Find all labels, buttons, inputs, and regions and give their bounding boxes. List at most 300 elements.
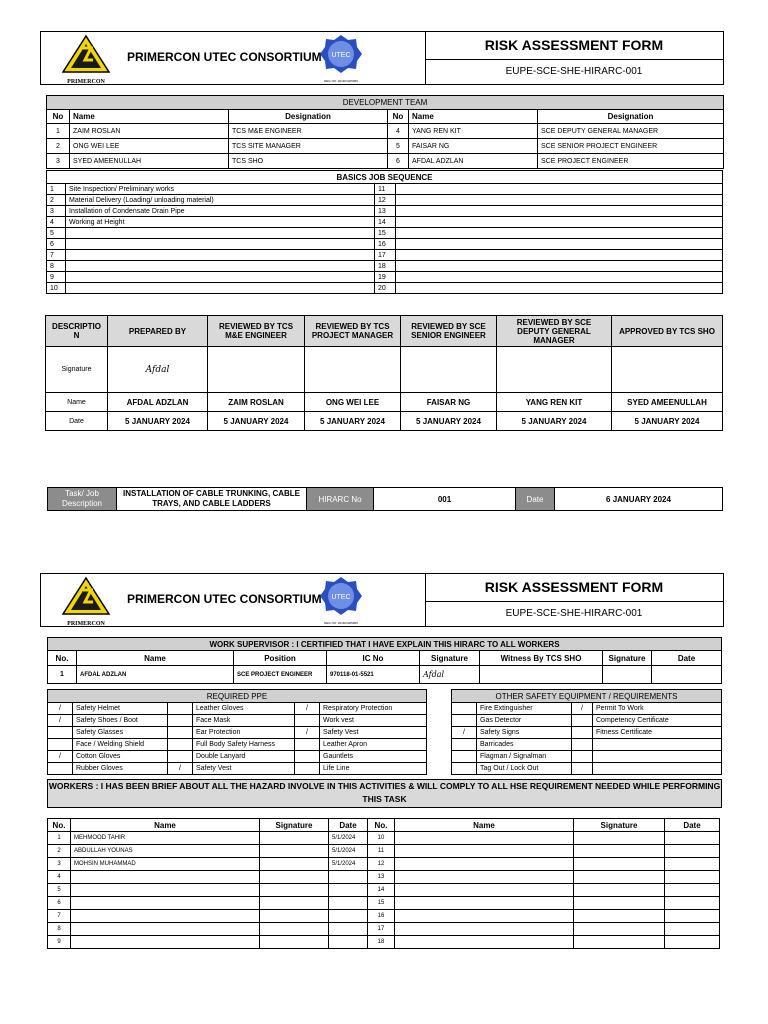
approval-table — [45, 315, 723, 431]
ppe-title: REQUIRED PPE — [48, 690, 427, 703]
cell: / — [295, 727, 320, 739]
table-row — [452, 751, 722, 763]
cell: TCS SHO — [229, 154, 388, 169]
col-signature: Signature — [420, 651, 480, 666]
cell — [329, 884, 368, 897]
logo-caption: PRIMERCON — [67, 79, 105, 85]
cell — [452, 739, 477, 751]
cell: 13 — [368, 871, 395, 884]
cell: 2 — [48, 845, 71, 858]
cell: Respiratory Protection — [320, 703, 427, 715]
cell — [395, 832, 574, 845]
approver-name: ZAIM ROSLAN — [208, 393, 305, 412]
logo-caption: PRIMERCON — [67, 621, 105, 627]
approval-header: REVIEWED BY TCS M&E ENGINEER — [208, 316, 305, 347]
cell: 18 — [368, 936, 395, 949]
cell: Tag Out / Lock Out — [477, 763, 572, 775]
cell — [260, 845, 329, 858]
form-title: RISK ASSESSMENT FORM — [484, 579, 664, 595]
col-date: Date — [652, 651, 722, 666]
cell: / — [572, 703, 593, 715]
cell: 970118-01-5521 — [327, 666, 420, 684]
task-label: Task/ Job Description — [48, 488, 117, 511]
cell: 14 — [375, 217, 396, 228]
cell — [295, 715, 320, 727]
task-date: 6 JANUARY 2024 — [555, 488, 723, 511]
cell: 3 — [47, 206, 66, 217]
cell — [572, 763, 593, 775]
cell: ABDULLAH YOUNAS — [71, 845, 260, 858]
cell: Working at Height — [66, 217, 375, 228]
cell — [574, 858, 665, 871]
form-code: EUPE-SCE-SHE-HIRARC-001 — [505, 608, 643, 619]
approval-header: APPROVED BY TCS SHO — [612, 316, 723, 347]
cell — [665, 897, 720, 910]
signature-cell — [612, 347, 723, 393]
table-row — [48, 884, 720, 897]
cell — [574, 923, 665, 936]
cell: / — [48, 751, 73, 763]
col-no: No. — [48, 819, 71, 832]
cell — [665, 923, 720, 936]
table-row — [48, 923, 720, 936]
cell: 20 — [375, 283, 396, 294]
table-row — [47, 283, 723, 294]
cell: 6 — [48, 897, 71, 910]
table-row — [452, 763, 722, 775]
cell: SCE DEPUTY GENERAL MANAGER — [538, 124, 724, 139]
cell — [572, 739, 593, 751]
col-date: Date — [665, 819, 720, 832]
cell — [603, 666, 652, 684]
table-row — [48, 703, 427, 715]
cell — [452, 703, 477, 715]
cell — [665, 858, 720, 871]
reg-no: REG NO: 201401025389 — [324, 79, 358, 83]
approval-date: 5 JANUARY 2024 — [401, 412, 497, 431]
cell: / — [48, 715, 73, 727]
cell — [260, 832, 329, 845]
cell — [66, 283, 375, 294]
cell: 1 — [47, 184, 66, 195]
cell: 5 — [48, 884, 71, 897]
cell: 11 — [375, 184, 396, 195]
cell — [572, 715, 593, 727]
cell — [71, 871, 260, 884]
cell: / — [452, 727, 477, 739]
cell: Material Delivery (Loading/ unloading material) — [66, 195, 375, 206]
table-row — [48, 715, 427, 727]
cell — [168, 751, 193, 763]
col-name: Name — [409, 110, 538, 124]
cell — [396, 272, 723, 283]
cell: 19 — [375, 272, 396, 283]
cell: TCS M&E ENGINEER — [229, 124, 388, 139]
cell: TCS SITE MANAGER — [229, 139, 388, 154]
cell: / — [168, 763, 193, 775]
cell — [66, 261, 375, 272]
cell: 8 — [48, 923, 71, 936]
table-row — [47, 228, 723, 239]
cell: FAISAR NG — [409, 139, 538, 154]
task-description: INSTALLATION OF CABLE TRUNKING, CABLE TRAYS, AND CABLE LADDERS — [117, 488, 307, 511]
approval-header: REVIEWED BY SCE DEPUTY GENERAL MANAGER — [497, 316, 612, 347]
col-designation: Designation — [538, 110, 724, 124]
cell — [168, 715, 193, 727]
approval-header: DESCRIPTIO N — [46, 316, 108, 347]
col-witness: Witness By TCS SHO — [480, 651, 603, 666]
table-row — [47, 217, 723, 228]
cell — [396, 184, 723, 195]
cell — [574, 884, 665, 897]
table-row — [47, 239, 723, 250]
table-row — [48, 910, 720, 923]
approver-name: YANG REN KIT — [497, 393, 612, 412]
cell: Safety Vest — [193, 763, 295, 775]
table-row — [47, 250, 723, 261]
cell — [574, 871, 665, 884]
col-name: Name — [395, 819, 574, 832]
cell: Installation of Condensate Drain Pipe — [66, 206, 375, 217]
col-date: Date — [329, 819, 368, 832]
cell — [574, 897, 665, 910]
development-team-table — [46, 95, 724, 169]
cell — [395, 845, 574, 858]
cell: 5/1/2024 — [329, 845, 368, 858]
col-ic: IC No — [327, 651, 420, 666]
cell: 9 — [48, 936, 71, 949]
utec-logo — [319, 576, 363, 625]
table-row — [47, 195, 723, 206]
signature-cell — [305, 347, 401, 393]
cell — [395, 871, 574, 884]
name-label: Name — [46, 393, 108, 412]
form-header — [40, 31, 724, 85]
cell — [48, 763, 73, 775]
cell: 5 — [47, 228, 66, 239]
col-name: Name — [77, 651, 234, 666]
hirarc-label: HIRARC No — [307, 488, 374, 511]
workers-statement — [47, 779, 722, 808]
cell — [395, 910, 574, 923]
cell — [71, 897, 260, 910]
job-sequence-title: BASICS JOB SEQUENCE — [47, 171, 723, 184]
col-name: Name — [70, 110, 229, 124]
cell — [572, 751, 593, 763]
cell — [66, 272, 375, 283]
cell — [396, 261, 723, 272]
cell: Safety Shoes / Boot — [73, 715, 168, 727]
cell: 6 — [388, 154, 409, 169]
cell: Life Line — [320, 763, 427, 775]
col-signature: Signature — [574, 819, 665, 832]
cell: 15 — [375, 228, 396, 239]
table-row — [48, 845, 720, 858]
cell — [665, 910, 720, 923]
cell — [665, 871, 720, 884]
cell: Site Inspection/ Preliminary works — [66, 184, 375, 195]
cell: AFDAL ADZLAN — [409, 154, 538, 169]
cell — [48, 727, 73, 739]
cell — [260, 858, 329, 871]
cell — [260, 897, 329, 910]
table-row — [48, 666, 722, 684]
cell: 17 — [375, 250, 396, 261]
date-label: Date — [46, 412, 108, 431]
approver-name: AFDAL ADZLAN — [108, 393, 208, 412]
cell: 2 — [47, 195, 66, 206]
cell: 7 — [48, 910, 71, 923]
cell: SCE PROJECT ENGINEER — [234, 666, 327, 684]
table-row — [47, 272, 723, 283]
cell — [574, 910, 665, 923]
supervisor-title: WORK SUPERVISOR : I CERTIFIED THAT I HAVE EXPLAIN THIS HIRARC TO ALL WORKERS — [48, 638, 722, 651]
cell: / — [48, 703, 73, 715]
approver-name: ONG WEI LEE — [305, 393, 401, 412]
col-no: No — [388, 110, 409, 124]
table-row — [452, 715, 722, 727]
cell — [295, 739, 320, 751]
cell: 1 — [48, 832, 71, 845]
table-row — [452, 727, 722, 739]
cell: Double Lanyard — [193, 751, 295, 763]
task-date-label: Date — [516, 488, 555, 511]
table-row — [48, 739, 427, 751]
cell — [260, 910, 329, 923]
other-eq-title: OTHER SAFETY EQUIPMENT / REQUIREMENTS — [452, 690, 722, 703]
table-row — [47, 139, 724, 154]
cell: Competency Certificate — [593, 715, 722, 727]
cell — [48, 739, 73, 751]
cell: 7 — [47, 250, 66, 261]
cell — [66, 250, 375, 261]
col-no: No — [47, 110, 70, 124]
cell: Gas Detector — [477, 715, 572, 727]
table-row — [48, 871, 720, 884]
col-designation: Designation — [229, 110, 388, 124]
cell: 12 — [368, 858, 395, 871]
cell: Cotton Gloves — [73, 751, 168, 763]
cell: Gauntlets — [320, 751, 427, 763]
cell: 6 — [47, 239, 66, 250]
job-sequence-table — [46, 170, 723, 294]
approval-header: REVIEWED BY TCS PROJECT MANAGER — [305, 316, 401, 347]
table-row — [48, 832, 720, 845]
table-row — [48, 751, 427, 763]
cell — [329, 897, 368, 910]
cell — [665, 832, 720, 845]
company-name: PRIMERCON UTEC CONSORTIUM — [127, 50, 322, 64]
col-signature: Signature — [603, 651, 652, 666]
required-ppe-table — [47, 689, 427, 775]
cell — [295, 751, 320, 763]
cell — [395, 884, 574, 897]
cell: / — [295, 703, 320, 715]
cell — [396, 283, 723, 294]
cell — [329, 871, 368, 884]
supervisor-signature: Afdal — [420, 666, 480, 684]
cell: 14 — [368, 884, 395, 897]
supervisor-table — [47, 637, 722, 684]
cell — [71, 923, 260, 936]
cell: ZAIM ROSLAN — [70, 124, 229, 139]
form-header — [40, 573, 724, 627]
cell — [395, 923, 574, 936]
cell: Rubber Gloves — [73, 763, 168, 775]
cell: Safety Vest — [320, 727, 427, 739]
cell: 5/1/2024 — [329, 832, 368, 845]
cell — [260, 884, 329, 897]
cell — [66, 228, 375, 239]
signature-cell — [401, 347, 497, 393]
cell — [396, 195, 723, 206]
approver-name: FAISAR NG — [401, 393, 497, 412]
header-hline — [425, 59, 723, 60]
cell: AFDAL ADZLAN — [77, 666, 234, 684]
cell — [480, 666, 603, 684]
cell: SYED AMEENULLAH — [70, 154, 229, 169]
cell — [574, 845, 665, 858]
cell — [452, 751, 477, 763]
cell — [395, 936, 574, 949]
table-row — [47, 206, 723, 217]
table-row — [47, 154, 724, 169]
col-no: No. — [368, 819, 395, 832]
cell: 3 — [47, 154, 70, 169]
cell — [574, 832, 665, 845]
cell: 5/1/2024 — [329, 858, 368, 871]
col-no: No. — [48, 651, 77, 666]
approval-header: PREPARED BY — [108, 316, 208, 347]
primercon-logo — [61, 576, 111, 627]
cell: 10 — [47, 283, 66, 294]
table-row — [48, 763, 427, 775]
cell: Permit To Work — [593, 703, 722, 715]
cell — [396, 250, 723, 261]
table-row — [452, 739, 722, 751]
cell — [66, 239, 375, 250]
cell — [395, 897, 574, 910]
cell: Face / Welding Shield — [73, 739, 168, 751]
col-signature: Signature — [260, 819, 329, 832]
cell — [260, 871, 329, 884]
form-title: RISK ASSESSMENT FORM — [484, 37, 664, 53]
cell: 17 — [368, 923, 395, 936]
cell — [574, 936, 665, 949]
utec-logo — [319, 34, 363, 83]
approval-date: 5 JANUARY 2024 — [497, 412, 612, 431]
signature-label: Signature — [46, 347, 108, 393]
cell — [665, 884, 720, 897]
utec-logo-text: UTEC — [331, 594, 351, 601]
cell: 4 — [388, 124, 409, 139]
cell: Fire Extinguisher — [477, 703, 572, 715]
form-code: EUPE-SCE-SHE-HIRARC-001 — [505, 66, 643, 77]
cell — [652, 666, 722, 684]
cell: Leather Apron — [320, 739, 427, 751]
cell: ONG WEI LEE — [70, 139, 229, 154]
cell — [396, 217, 723, 228]
cell — [593, 763, 722, 775]
cell — [260, 936, 329, 949]
cell: 4 — [48, 871, 71, 884]
cell: 18 — [375, 261, 396, 272]
cell: Work vest — [320, 715, 427, 727]
cell: 5 — [388, 139, 409, 154]
cell: 16 — [368, 910, 395, 923]
cell — [572, 727, 593, 739]
signature-cell — [497, 347, 612, 393]
cell: 16 — [375, 239, 396, 250]
approval-date: 5 JANUARY 2024 — [612, 412, 723, 431]
cell: 8 — [47, 261, 66, 272]
cell — [329, 923, 368, 936]
header-hline — [425, 601, 723, 602]
utec-logo-text: UTEC — [331, 52, 351, 59]
approval-header: REVIEWED BY SCE SENIOR ENGINEER — [401, 316, 497, 347]
cell: Full Body Safety Harness — [193, 739, 295, 751]
cell: Face Mask — [193, 715, 295, 727]
cell — [396, 206, 723, 217]
approval-date: 5 JANUARY 2024 — [208, 412, 305, 431]
table-row — [48, 727, 427, 739]
cell: Safety Signs — [477, 727, 572, 739]
table-row — [452, 703, 722, 715]
cell: 4 — [47, 217, 66, 228]
task-row — [47, 487, 723, 511]
table-row — [48, 858, 720, 871]
cell — [593, 751, 722, 763]
company-name: PRIMERCON UTEC CONSORTIUM — [127, 592, 322, 606]
approver-name: SYED AMEENULLAH — [612, 393, 723, 412]
cell — [395, 858, 574, 871]
cell: MEHMOOD TAHIR — [71, 832, 260, 845]
cell: Flagman / Signalman — [477, 751, 572, 763]
approval-date: 5 JANUARY 2024 — [108, 412, 208, 431]
cell — [452, 763, 477, 775]
cell: Ear Protection — [193, 727, 295, 739]
cell: 1 — [47, 124, 70, 139]
cell — [71, 884, 260, 897]
cell — [168, 703, 193, 715]
cell: MOHSIN MUHAMMAD — [71, 858, 260, 871]
primercon-logo — [61, 34, 111, 85]
cell — [329, 936, 368, 949]
cell: 1 — [48, 666, 77, 684]
approval-date: 5 JANUARY 2024 — [305, 412, 401, 431]
cell — [396, 228, 723, 239]
cell: 3 — [48, 858, 71, 871]
cell: 12 — [375, 195, 396, 206]
table-row — [47, 184, 723, 195]
table-row — [47, 124, 724, 139]
col-position: Position — [234, 651, 327, 666]
cell: Fitness Certificate — [593, 727, 722, 739]
col-name: Name — [71, 819, 260, 832]
cell: Barricades — [477, 739, 572, 751]
workers-statement-text: WORKERS : I HAS BEEN BRIEF ABOUT ALL THE HAZARD INVOLVE IN THIS ACTIVITIES & WILL COMPLY TO ALL HSE REQUIREMENT NEEDED WHILE PERFORMING THIS TASK — [48, 781, 721, 804]
dev-team-title: DEVELOPMENT TEAM — [47, 96, 724, 110]
reg-no: REG NO: 201401025389 — [324, 621, 358, 625]
cell — [168, 727, 193, 739]
cell: 11 — [368, 845, 395, 858]
cell: SCE PROJECT ENGINEER — [538, 154, 724, 169]
cell — [452, 715, 477, 727]
cell — [295, 763, 320, 775]
signature-cell — [208, 347, 305, 393]
cell: Safety Helmet — [73, 703, 168, 715]
cell: SCE SENIOR PROJECT ENGINEER — [538, 139, 724, 154]
